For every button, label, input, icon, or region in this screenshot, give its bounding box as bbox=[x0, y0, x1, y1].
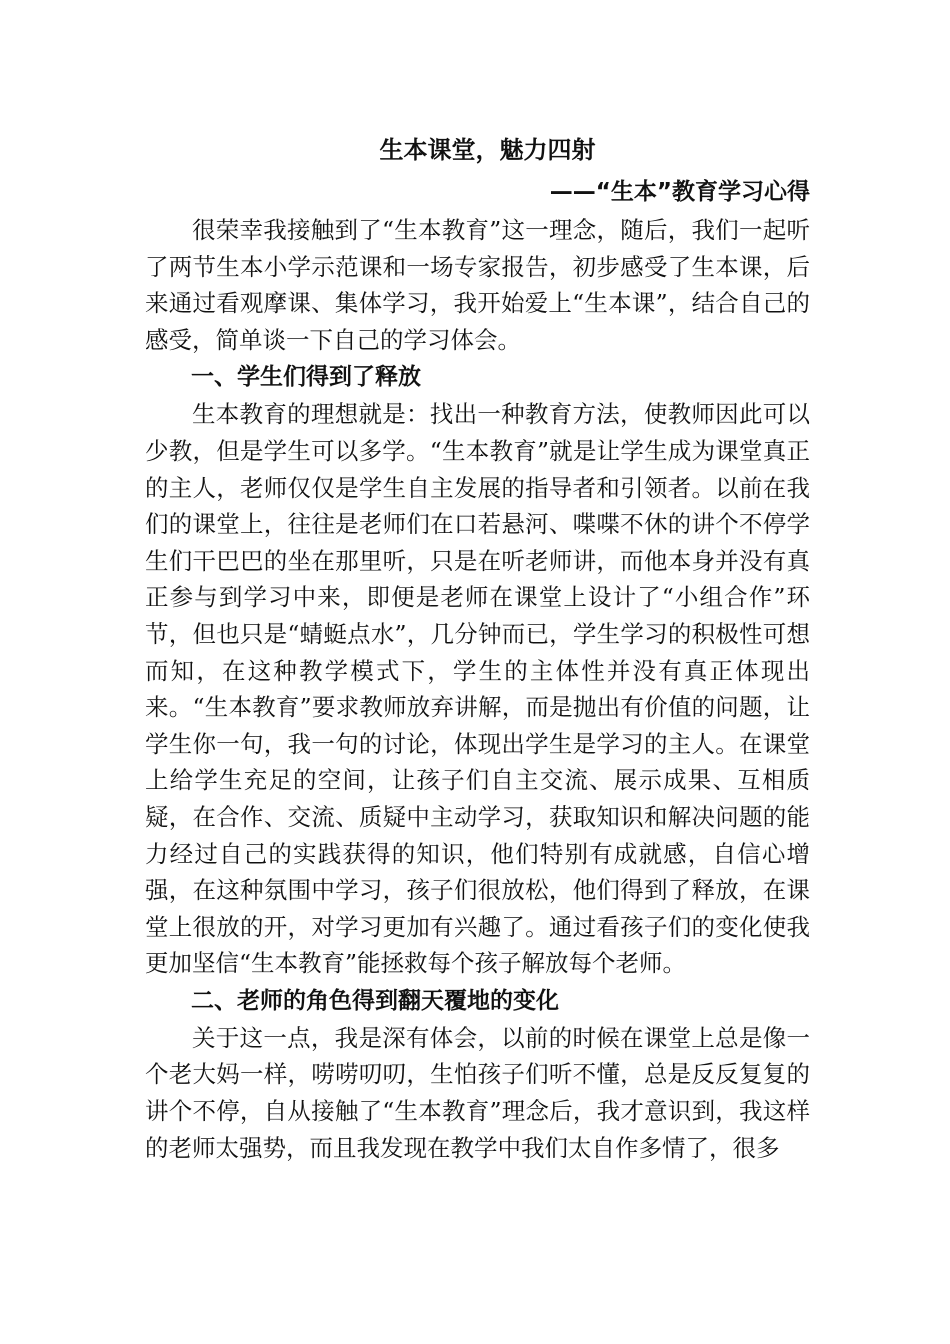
section-2-heading: 二、老师的角色得到翻天覆地的变化 bbox=[191, 987, 559, 1014]
section-1-paragraph: 生本教育的理想就是：找出一种教育方法，使教师因此可以少教，但是学生可以多学。“生本教育”就是让学生成为课堂真正的主人，老师仅仅是学生自主发展的指导者和引领者。以前在我们的课堂上，往往是老师们在口若悬河、喋喋不休的讲个不停学生们干巴巴的坐在那里听，只是在听老师讲，而他本身并没有真正参与到学习中来，即便是老师在课堂上设计了“小组合作”环节，但也只是“蜻蜓点水”，几分钟而已，学生学习的积极性可想而知，在这种教学模式下，学生的主体性并没有真正体现出来。“生本教育”要求教师放弃讲解，而是抛出有价值的问题，让学生你一句，我一句的讨论，体现出学生是学习的主人。在课堂上给学生充足的空间，让孩子们自主交流、展示成果、互相质疑，在合作、交流、质疑中主动学习，获取知识和解决问题的能力经过自己的实践获得的知识，他们特别有成就感，自信心增强，在这种氛围中学习，孩子们很放松，他们得到了释放，在课堂上很放的开，对学习更加有兴趣了。通过看孩子们的变化使我更加坚信“生本教育”能拯救每个孩子解放每个老师。 bbox=[145, 400, 810, 978]
document-title: 生本课堂，魅力四射 bbox=[379, 136, 596, 164]
section-2-paragraph: 关于这一点，我是深有体会，以前的时候在课堂上总是像一个老大妈一样，唠唠叨叨，生怕孩子们听不懂，总是反反复复的讲个不停，自从接触了“生本教育”理念后，我才意识到，我这样的老师太强势，而且我发现在教学中我们太自作多情了，很多 bbox=[145, 1023, 810, 1162]
intro-paragraph: 很荣幸我接触到了“生本教育”这一理念，随后，我们一起听了两节生本小学示范课和一场专家报告，初步感受了生本课，后来通过看观摩课、集体学习，我开始爱上“生本课”，结合自己的感受，简单谈一下自己的学习体会。 bbox=[145, 216, 810, 354]
document-subtitle: ——“生本”教育学习心得 bbox=[549, 179, 810, 205]
document-page bbox=[145, 128, 810, 1166]
section-1-heading: 一、学生们得到了释放 bbox=[191, 364, 421, 391]
